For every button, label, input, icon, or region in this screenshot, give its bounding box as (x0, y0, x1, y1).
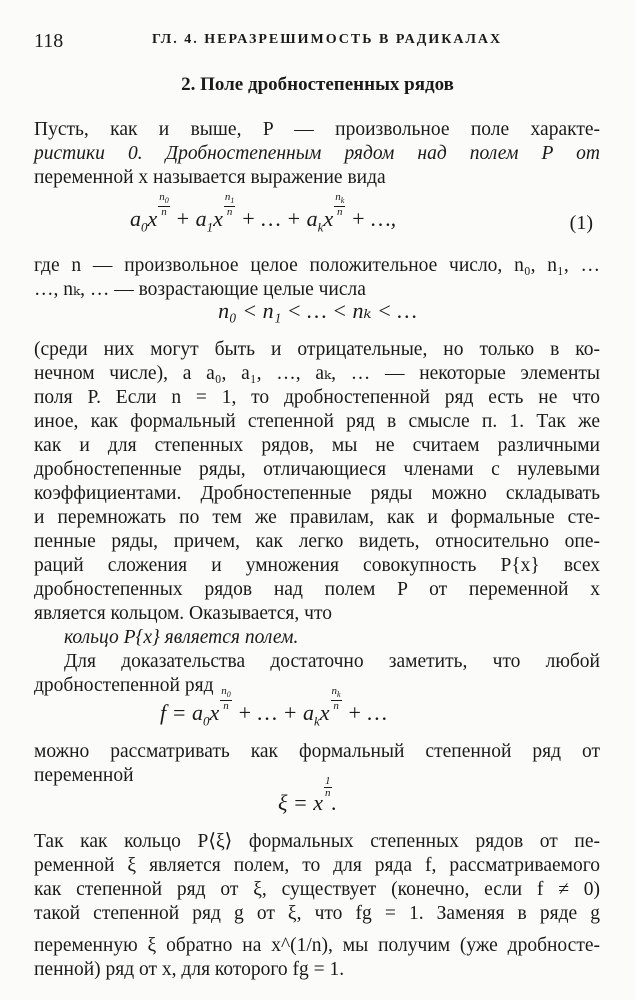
text-line: как и для степенных рядов, мы не считаем различными (34, 435, 600, 456)
text-line: (среди них могут быть и отрицательные, но только в ко- (34, 339, 600, 360)
page-header (34, 30, 605, 60)
text-line: пенной) ряд от x, для которого fg = 1. (34, 959, 345, 980)
formula-xi: ξ = x $\frac{1}{n}$ . (278, 775, 338, 815)
text-line: где n — произвольное целое положительное число, n₀, n₁, … (34, 255, 600, 276)
text-line: дробностепенные ряды, отличающиеся членами с нулевыми (34, 459, 600, 480)
formula-f-series: $f = a_0x$ $\frac{n_0}{n}$ + … + $a_kx$ $\frac{n_k}{n}$ + … (160, 685, 388, 729)
text-line: дробностепенных рядов над полем P от переменной x (34, 579, 600, 600)
text-line: ременной ξ является полем, то для ряда f, рассматриваемого (34, 855, 600, 876)
formula-series: $a_0x$ $\frac{n_0}{n}$ + $a_1x$ $\frac{n_1}{n}$ + … + $a_kx$ $\frac{n_k}{n}$ + …, (130, 191, 397, 235)
text-line: пенные ряды, причем, как легко видеть, относительно опе- (34, 531, 600, 552)
text-line: переменную ξ обратно на x^(1/n), мы получим (уже дробносте- (34, 935, 600, 956)
text-line: …, nₖ, … — возрастающие целые числа (34, 279, 366, 300)
text-line: дробностепенной ряд (34, 675, 214, 696)
text-line: как степенной ряд от ξ, существует (конечно, если f ≠ 0) (34, 879, 600, 900)
section-title: 2. Поле дробностепенных рядов (181, 74, 454, 95)
text-line: раций сложения и умножения совокупность P{x} всех (34, 555, 600, 576)
text-line: нечном числе), а a₀, a₁, …, aₖ, … — некоторые элементы (34, 363, 600, 384)
running-title: ГЛ. 4. НЕРАЗРЕШИМОСТЬ В РАДИКАЛАХ (152, 32, 503, 47)
text-line: переменной x называется выражение вида (34, 167, 386, 188)
text-line: такой степенной ряд g от ξ, что fg = 1. Заменяя в ряде g (34, 903, 600, 924)
text-line: ристики 0. Дробностепенным рядом над полем P от (34, 143, 600, 164)
theorem-line: кольцо P{x} является полем. (64, 627, 299, 648)
text-line: переменной (34, 765, 134, 786)
text-line: Пусть, как и выше, P — произвольное поле характе- (34, 119, 600, 140)
text-line: Так как кольцо P⟨ξ⟩ формальных степенных рядов от пе- (34, 831, 600, 852)
formula-inequality: n₀ < n₁ < … < nₖ < … (218, 298, 417, 323)
text-line: можно рассматривать как формальный степенной ряд от (34, 741, 600, 762)
equation-number: (1) (569, 212, 593, 234)
text-line: Для доказательства достаточно заметить, что любой (64, 651, 600, 672)
page-number: 118 (34, 30, 64, 52)
text-line: и перемножать по тем же правилам, как и формальные сте- (34, 507, 600, 528)
text-line: является кольцом. Оказывается, что (34, 603, 332, 624)
text-line: коэффициентами. Дробностепенные ряды можно складывать (34, 483, 600, 504)
text-line: поля P. Если n = 1, то дробностепенной ряд есть не что (34, 387, 600, 408)
text-line: иное, как формальный степенной ряд в смысле п. 1. Так же (34, 411, 600, 432)
